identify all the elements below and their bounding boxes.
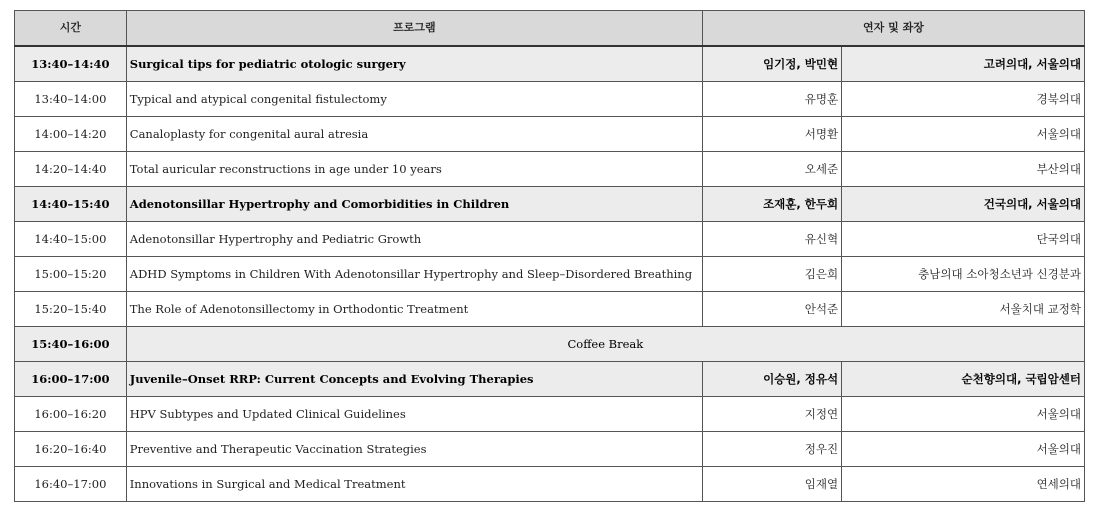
time-cell: 16:40–17:00 <box>15 467 127 502</box>
table-row <box>15 467 1085 502</box>
schedule-table-wrapper <box>14 10 1085 502</box>
speaker-cell: 유신혁 <box>702 222 841 257</box>
time-cell: 16:00–16:20 <box>15 397 127 432</box>
header-program: 프로그램 <box>126 11 702 47</box>
affiliation-cell: 고려의대, 서울의대 <box>842 46 1085 82</box>
header-time: 시간 <box>15 11 127 47</box>
table-row <box>15 117 1085 152</box>
program-cell: Canaloplasty for congenital aural atresia <box>126 117 702 152</box>
affiliation-cell: 건국의대, 서울의대 <box>842 187 1085 222</box>
time-cell: 16:00–17:00 <box>15 362 127 397</box>
affiliation-cell: 경북의대 <box>842 82 1085 117</box>
program-cell: HPV Subtypes and Updated Clinical Guidelines <box>126 397 702 432</box>
time-cell: 14:40–15:00 <box>15 222 127 257</box>
speaker-cell: 오세준 <box>702 152 841 187</box>
affiliation-cell: 순천향의대, 국립암센터 <box>842 362 1085 397</box>
time-cell: 14:20–14:40 <box>15 152 127 187</box>
program-cell: Surgical tips for pediatric otologic surgery <box>126 46 702 82</box>
schedule-table <box>14 10 1085 502</box>
affiliation-cell: 서울의대 <box>842 117 1085 152</box>
time-cell: 15:20–15:40 <box>15 292 127 327</box>
program-cell: Juvenile–Onset RRP: Current Concepts and Evolving Therapies <box>126 362 702 397</box>
speaker-cell: 이승원, 정유석 <box>702 362 841 397</box>
program-cell: The Role of Adenotonsillectomy in Orthodontic Treatment <box>126 292 702 327</box>
time-cell: 16:20–16:40 <box>15 432 127 467</box>
program-cell: ADHD Symptoms in Children With Adenotonsillar Hypertrophy and Sleep–Disordered Breathing <box>126 257 702 292</box>
speaker-cell: 조재훈, 한두희 <box>702 187 841 222</box>
header-speaker: 연자 및 좌장 <box>702 11 1084 47</box>
speaker-cell: 지정연 <box>702 397 841 432</box>
affiliation-cell: 서울의대 <box>842 397 1085 432</box>
affiliation-cell: 서울치대 교정학 <box>842 292 1085 327</box>
speaker-cell: 안석준 <box>702 292 841 327</box>
table-row <box>15 82 1085 117</box>
break-row <box>15 327 1085 362</box>
session-row <box>15 46 1085 82</box>
session-row <box>15 187 1085 222</box>
program-cell: Innovations in Surgical and Medical Treatment <box>126 467 702 502</box>
affiliation-cell: 연세의대 <box>842 467 1085 502</box>
table-row <box>15 292 1085 327</box>
table-row <box>15 222 1085 257</box>
speaker-cell: 김은희 <box>702 257 841 292</box>
program-cell: Total auricular reconstructions in age under 10 years <box>126 152 702 187</box>
time-cell: 15:40–16:00 <box>15 327 127 362</box>
program-cell: Preventive and Therapeutic Vaccination Strategies <box>126 432 702 467</box>
speaker-cell: 정우진 <box>702 432 841 467</box>
affiliation-cell: 서울의대 <box>842 432 1085 467</box>
time-cell: 15:00–15:20 <box>15 257 127 292</box>
session-row <box>15 362 1085 397</box>
speaker-cell: 임재열 <box>702 467 841 502</box>
program-cell: Typical and atypical congenital fistulectomy <box>126 82 702 117</box>
table-row <box>15 397 1085 432</box>
affiliation-cell: 충남의대 소아청소년과 신경분과 <box>842 257 1085 292</box>
affiliation-cell: 부산의대 <box>842 152 1085 187</box>
table-row <box>15 432 1085 467</box>
speaker-cell: 유명훈 <box>702 82 841 117</box>
program-cell: Adenotonsillar Hypertrophy and Pediatric Growth <box>126 222 702 257</box>
break-label: Coffee Break <box>126 327 1084 362</box>
table-row <box>15 152 1085 187</box>
time-cell: 14:40–15:40 <box>15 187 127 222</box>
affiliation-cell: 단국의대 <box>842 222 1085 257</box>
speaker-cell: 임기정, 박민현 <box>702 46 841 82</box>
time-cell: 13:40–14:00 <box>15 82 127 117</box>
table-header-row <box>15 11 1085 47</box>
time-cell: 14:00–14:20 <box>15 117 127 152</box>
schedule-body <box>15 46 1085 502</box>
speaker-cell: 서명환 <box>702 117 841 152</box>
program-cell: Adenotonsillar Hypertrophy and Comorbidities in Children <box>126 187 702 222</box>
time-cell: 13:40–14:40 <box>15 46 127 82</box>
table-row <box>15 257 1085 292</box>
